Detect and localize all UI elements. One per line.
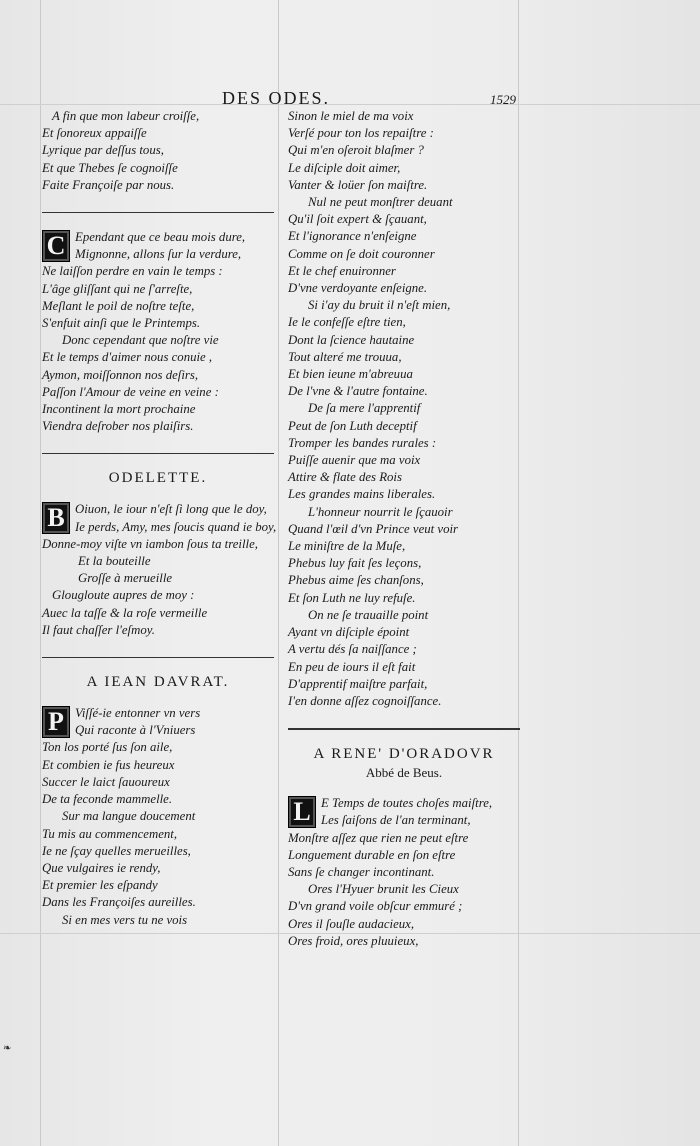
verse-line: Ores l'Hyuer brunit les Cieux bbox=[308, 882, 459, 897]
right-column bbox=[288, 108, 520, 950]
poem-title: A RENE' D'ORADOVR bbox=[313, 746, 495, 763]
verse-line: Si en mes vers tu ne vois bbox=[62, 912, 188, 927]
poem-subtitle: Abbé de Beus. bbox=[365, 765, 443, 781]
poem-a-iean-daurat-continued bbox=[288, 108, 520, 710]
verse-line: Ne laiſſon perdre en vain le temps : bbox=[42, 264, 223, 279]
verse-line: Dans les Françoiſes aureilles. bbox=[42, 895, 196, 910]
verse-line: Tromper les bandes rurales : bbox=[288, 435, 437, 450]
verse-line: Phebus aime ſes chanſons, bbox=[288, 573, 424, 588]
verse-line: On ne ſe trauaille point bbox=[308, 607, 429, 622]
verse-line: Le diſciple doit aimer, bbox=[288, 160, 401, 175]
verse-line: Tu mis au commencement, bbox=[42, 826, 178, 841]
running-title: DES ODES. bbox=[222, 88, 331, 108]
verse-line: Lyrique par deſſus tous, bbox=[42, 143, 164, 158]
verse-line: Attire & flate des Rois bbox=[288, 470, 402, 485]
verse-line: Auec la taſſe & la roſe vermeille bbox=[42, 605, 208, 620]
verse-line: Et l'ignorance n'enſeigne bbox=[288, 229, 417, 244]
verse-line: Ton los porté ſus ſon aile, bbox=[42, 740, 173, 755]
verse-line: S'enfuit ainſi que le Printemps. bbox=[42, 316, 201, 331]
verse-line: Et ſon Luth ne luy refuſe. bbox=[288, 590, 416, 605]
verse-line: D'vn grand voile obſcur emmuré ; bbox=[288, 899, 463, 914]
verse-line: Aymon, moiſſonnon nos deſirs, bbox=[42, 367, 199, 382]
verse-line: Sur ma langue doucement bbox=[62, 809, 196, 824]
left-column bbox=[42, 108, 277, 929]
verse-line: Quand l'œil d'vn Prince veut voir bbox=[288, 521, 459, 536]
verse-line: Il faut chaſſer l'eſmoy. bbox=[42, 622, 155, 637]
poem-a-rene-doradour bbox=[288, 795, 520, 950]
verse-line: Ores froid, ores pluuieux, bbox=[288, 933, 419, 948]
drop-cap: L bbox=[288, 796, 316, 828]
verse-line: De ta feconde mammelle. bbox=[42, 792, 173, 807]
verse-line: Succer le laict ſauoureux bbox=[42, 774, 170, 789]
drop-cap: B bbox=[42, 502, 70, 534]
verse-line: Peut de ſon Luth deceptif bbox=[288, 418, 417, 433]
verse-line: Les ſaiſons de l'an terminant, bbox=[321, 813, 471, 828]
section-divider bbox=[288, 728, 520, 730]
verse-line: Monſtre aſſez que rien ne peut eſtre bbox=[288, 830, 469, 845]
verse-line: Glougloute aupres de moy : bbox=[52, 588, 195, 603]
verse-line: Et ſonoreux appaiſſe bbox=[42, 126, 147, 141]
page-number: 1529 bbox=[490, 92, 516, 107]
verse-line: Longuement durable en ſon eſtre bbox=[288, 847, 456, 862]
verse-line: Sinon le miel de ma voix bbox=[288, 109, 414, 123]
verse-line: Vanter & loüer ſon maiſtre. bbox=[288, 177, 428, 192]
verse-line: Les grandes mains liberales. bbox=[288, 487, 436, 502]
verse-line: Viſſé-ie entonner vn vers bbox=[75, 706, 201, 721]
verse-line: Ie ne ſçay quelles merueilles, bbox=[42, 843, 191, 858]
verse-line: A fin que mon labeur croiſſe, bbox=[52, 109, 200, 123]
ruled-line bbox=[278, 0, 279, 1146]
verse-line: Que vulgaires ie rendy, bbox=[42, 860, 161, 875]
verse-line: Faite Françoiſe par nous. bbox=[42, 177, 175, 192]
verse-line: Qui m'en oſeroit blaſmer ? bbox=[288, 143, 424, 158]
margin-mark-icon: ❧ bbox=[3, 1043, 12, 1054]
verse-line: Groſſe à merueille bbox=[78, 571, 173, 586]
verse-line: Comme on ſe doit couronner bbox=[288, 246, 435, 261]
verse-line: Verſé pour ton los repaiſtre : bbox=[288, 126, 434, 141]
verse-line: Phebus luy fait ſes leçons, bbox=[288, 556, 422, 571]
verse-line: Incontinent la mort prochaine bbox=[42, 402, 196, 417]
verse-line: Ie perds, Amy, mes ſoucis quand ie boy, bbox=[75, 519, 277, 534]
verse-line: Sans ſe changer incontinant. bbox=[288, 864, 435, 879]
verse-line: L'honneur nourrit le ſçauoir bbox=[308, 504, 453, 519]
poem-cependant bbox=[42, 229, 274, 435]
drop-cap: C bbox=[42, 230, 70, 262]
verse-line: Le miniſtre de la Muſe, bbox=[288, 539, 406, 554]
verse-line: Ependant que ce beau mois dure, bbox=[75, 230, 246, 245]
stanza-end-previous-ode bbox=[42, 108, 274, 194]
verse-line: De ſa mere l'apprentif bbox=[308, 401, 421, 416]
poem-title: A IEAN DAVRAT. bbox=[86, 674, 230, 691]
drop-cap: P bbox=[42, 706, 70, 738]
verse-line: En peu de iours il eſt fait bbox=[288, 659, 416, 674]
poem-odelette bbox=[42, 501, 277, 639]
verse-line: Et combien ie fus heureux bbox=[42, 757, 175, 772]
verse-line: Viendra deſrober nos plaiſirs. bbox=[42, 419, 194, 434]
verse-line: Tout alteré me trouua, bbox=[288, 349, 402, 364]
ruled-line bbox=[40, 0, 41, 1146]
section-divider bbox=[42, 453, 274, 454]
verse-line: E Temps de toutes choſes maiſtre, bbox=[321, 796, 493, 811]
verse-line: Et que Thebes ſe cognoiſſe bbox=[42, 160, 178, 175]
verse-line: Si i'ay du bruit il n'eſt mien, bbox=[308, 298, 451, 313]
verse-line: De l'vne & l'autre fontaine. bbox=[288, 384, 428, 399]
verse-line: Puiſſe auenir que ma voix bbox=[288, 453, 421, 468]
verse-line: Mignonne, allons ſur la verdure, bbox=[75, 247, 242, 262]
verse-line: Ores il ſouſle audacieux, bbox=[288, 916, 415, 931]
verse-line: Et la bouteille bbox=[78, 554, 151, 569]
poem-a-iean-daurat bbox=[42, 705, 274, 929]
verse-line: Meſlant le poil de noſtre teſte, bbox=[42, 298, 195, 313]
ruled-line bbox=[0, 104, 700, 105]
verse-line: A vertu dés ſa naiſſance ; bbox=[288, 642, 417, 657]
verse-line: I'en donne aſſez cognoiſſance. bbox=[288, 693, 442, 708]
verse-line: Qui raconte à l'Vniuers bbox=[75, 723, 196, 738]
verse-line: Donc cependant que noſtre vie bbox=[62, 333, 219, 348]
verse-line: Oiuon, le iour n'eſt ſi long que le doy, bbox=[75, 502, 267, 517]
verse-line: Et bien ieune m'abreuua bbox=[288, 367, 413, 382]
verse-line: L'âge gliſſant qui ne ſ'arreſte, bbox=[42, 281, 193, 296]
verse-line: Ayant vn diſciple époint bbox=[288, 625, 410, 640]
verse-line: Et premier les eſpandy bbox=[42, 878, 158, 893]
verse-line: D'vne verdoyante enſeigne. bbox=[288, 281, 428, 296]
verse-line: Qu'il ſoit expert & ſçauant, bbox=[288, 212, 427, 227]
section-divider bbox=[42, 212, 274, 213]
poem-title: ODELETTE. bbox=[108, 470, 208, 487]
verse-line: Paſſon l'Amour de veine en veine : bbox=[42, 384, 219, 399]
verse-line: Dont la ſcience hautaine bbox=[288, 332, 415, 347]
verse-line: D'apprentif maiſtre parfait, bbox=[288, 676, 428, 691]
verse-line: Ie le confeſſe eſtre tien, bbox=[288, 315, 406, 330]
verse-line: Et le temps d'aimer nous conuie , bbox=[42, 350, 213, 365]
verse-line: Et le chef enuironner bbox=[288, 263, 396, 278]
section-divider bbox=[42, 657, 274, 658]
verse-line: Donne-moy viſte vn iambon ſous ta treille, bbox=[42, 536, 258, 551]
verse-line: Nul ne peut monſtrer deuant bbox=[308, 195, 453, 210]
